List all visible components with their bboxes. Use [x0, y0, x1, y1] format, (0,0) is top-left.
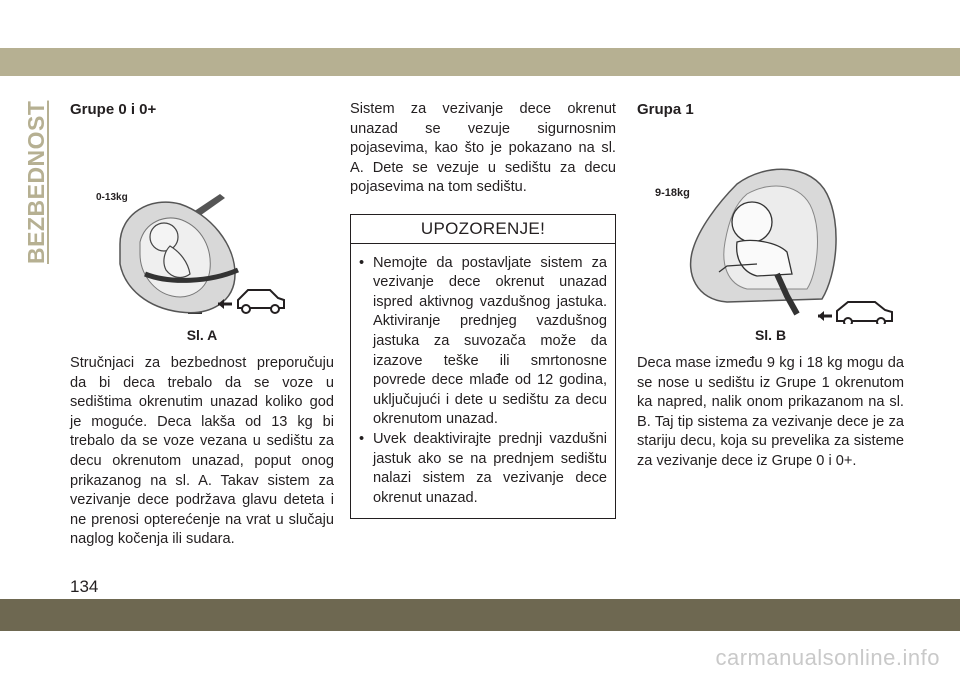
footer-band — [0, 599, 960, 631]
heading-group-1: Grupa 1 — [637, 101, 694, 118]
rear-facing-seat-illustration — [70, 124, 334, 324]
watermark: carmanualsonline.info — [715, 645, 940, 670]
forward-facing-seat-illustration — [637, 124, 904, 324]
figure-b — [637, 124, 904, 324]
warning-list — [351, 244, 615, 519]
heading-group-0: Grupe 0 i 0+ — [70, 101, 157, 118]
paragraph-rear-facing-install: Sistem za vezivanje dece okrenut unazad se vezuje sigurnosnim pojasevima, kao što je pokazano na sl. A. Dete se vezuje u sedištu za decu pojasevima na tom sedištu. — [350, 101, 616, 196]
warning-title: UPOZORENJE! — [351, 215, 615, 244]
figure-a-caption: Sl. A — [186, 327, 218, 343]
column-left — [70, 100, 334, 550]
section-tab — [23, 100, 50, 264]
paragraph-group-0: Stručnjaci za bezbednost preporučuju da bi deca trebalo da se voze u sedištima okrenutim unazad koliko god je moguće. Deca lakša od 13 kg bi trebalo da se voze vezana u sedištu za decu okrenutom unazad, poput onog prikazanog na sl. A. Takav sistem za vezivanje dece podržava glavu deteta i ne prenosi opterećenje na vrat u slučaju naglog kočenja ili sudara. — [70, 355, 334, 548]
section-label: BEZBEDNOST — [23, 100, 49, 264]
warning-box — [350, 214, 616, 519]
paragraph-group-1: Deca mase između 9 kg i 18 kg mogu da se nose u sedištu iz Grupe 1 okrenutom ka napred, nalik onom prikazanom na sl. B. Taj tip sistema za vezivanje dece je za stariju decu, koja su prevelika za sisteme za vezivanje dece iz Grupe 0 i 0+. — [637, 355, 904, 469]
column-right — [637, 100, 904, 472]
figure-b-caption: Sl. B — [754, 327, 787, 343]
figure-b-weight-label: 9-18kg — [655, 187, 690, 199]
header-band — [0, 48, 960, 76]
figure-a-weight-label: 0-13kg — [96, 192, 128, 203]
page-number: 134 — [70, 577, 99, 596]
warning-item: • Uvek deaktivirajte prednji vazdušni jastuk ako se na prednjem sedištu nalazi sistem za vezivanje dece okrenut unazad. — [359, 430, 607, 508]
figure-a — [70, 124, 334, 324]
column-middle — [350, 100, 616, 519]
warning-item: • Nemojte da postavljate sistem za vezivanje dece okrenut unazad ispred aktivnog vazdušnog jastuka. Aktiviranje prednjeg vazdušnog jastuka za suvozača može da izazove teške ili smrtonosne povrede dece mlađe od 12 godina, uključujući i dete u sedištu za decu okrenutom unazad. — [359, 254, 607, 430]
